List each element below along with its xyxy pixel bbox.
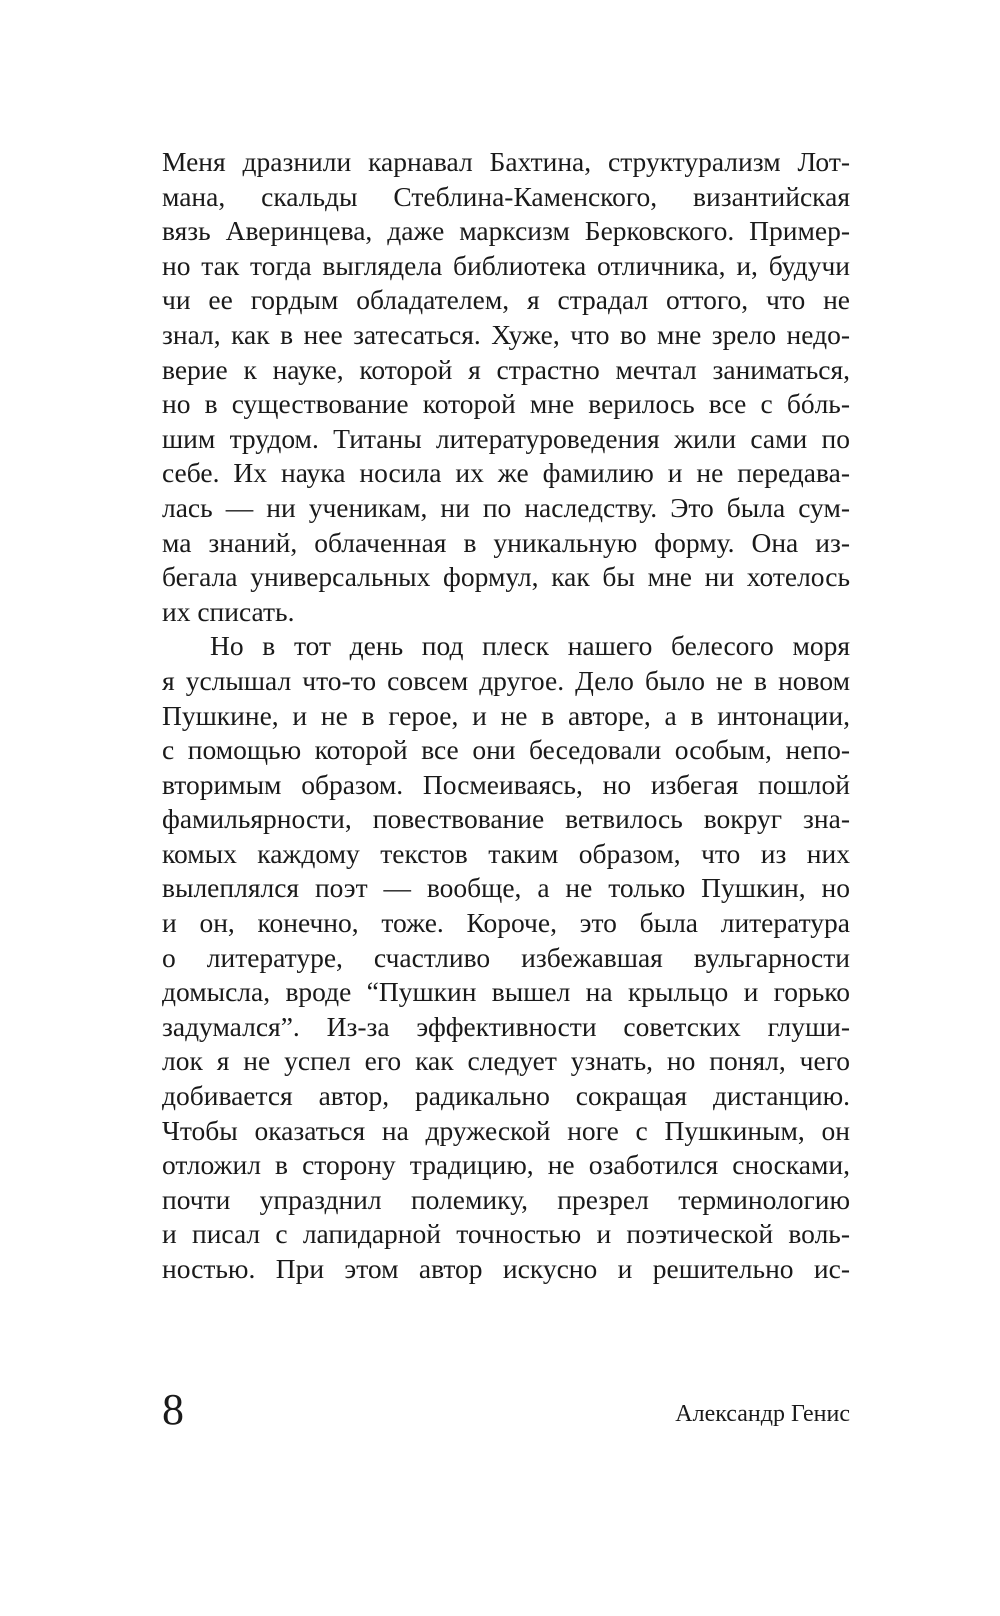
text-line: лась — ни ученикам, ни по наследству. Это была сум- xyxy=(162,491,850,523)
running-footer-author: Александр Генис xyxy=(675,1401,850,1427)
text-line: Пушкине, и не в герое, и не в авторе, а в интонации, xyxy=(162,699,850,731)
paragraph xyxy=(162,145,850,629)
text-line: домысла, вроде “Пушкин вышел на крыльцо и горько xyxy=(162,976,850,1008)
text-line: чи ее гордым обладателем, я страдал оттого, что не xyxy=(162,284,850,316)
text-line: Но в тот день под плеск нашего белесого моря xyxy=(210,630,850,662)
text-line: но так тогда выглядела библиотека отличника, и, будучи xyxy=(162,249,850,281)
text-line: ма знаний, облаченная в уникальную форму. Она из- xyxy=(162,526,850,558)
text-line: мана, скальды Стеблина-Каменского, византийская xyxy=(162,180,850,212)
text-line: шим трудом. Титаны литературоведения жили сами по xyxy=(162,422,850,454)
text-line: вторимым образом. Посмеиваясь, но избегая пошлой xyxy=(162,768,850,800)
text-line: бегала универсальных формул, как бы мне ни хотелось xyxy=(162,561,850,593)
body-text xyxy=(162,145,850,1287)
page-number: 8 xyxy=(162,1385,184,1434)
text-line: почти упразднил полемику, презрел терминологию xyxy=(162,1183,850,1215)
text-line: комых каждому текстов таким образом, что из них xyxy=(162,837,850,869)
text-line: фамильярности, повествование ветвилось вокруг зна- xyxy=(162,803,850,835)
text-line: верие к науке, которой я страстно мечтал заниматься, xyxy=(162,353,850,385)
text-line: и писал с лапидарной точностью и поэтической воль- xyxy=(162,1218,850,1250)
text-line: но в существование которой мне верилось все с бóль- xyxy=(162,388,850,420)
text-line: вылеплялся поэт — вообще, а не только Пушкин, но xyxy=(162,872,850,904)
text-line: ностью. При этом автор искусно и решительно ис- xyxy=(162,1253,850,1284)
text-line: с помощью которой все они беседовали особым, непо- xyxy=(162,734,850,766)
text-line: о литературе, счастливо избежавшая вульгарности xyxy=(162,941,850,973)
text-line: знал, как в нее затесаться. Хуже, что во мне зрело недо- xyxy=(162,318,850,350)
text-line: и он, конечно, тоже. Короче, это была литература xyxy=(162,907,850,939)
text-line: лок я не успел его как следует узнать, но понял, чего xyxy=(162,1045,850,1077)
text-line: задумался”. Из-за эффективности советских глуши- xyxy=(162,1010,850,1042)
text-line: себе. Их наука носила их же фамилию и не передава- xyxy=(162,457,850,489)
text-line: Чтобы оказаться на дружеской ноге с Пушкиным, он xyxy=(162,1114,850,1146)
text-line: вязь Аверинцева, даже марксизм Берковского. Пример- xyxy=(162,215,850,247)
page-footer xyxy=(162,1385,850,1445)
text-line: добивается автор, радикально сокращая дистанцию. xyxy=(162,1080,850,1112)
text-line: Меня дразнили карнавал Бахтина, структурализм Лот- xyxy=(162,146,850,177)
text-line: их списать. xyxy=(162,595,295,627)
paragraph xyxy=(162,629,850,1286)
text-line: я услышал что-то совсем другое. Дело было не в новом xyxy=(162,664,850,696)
text-line: отложил в сторону традицию, не озаботился сносками, xyxy=(162,1149,850,1181)
